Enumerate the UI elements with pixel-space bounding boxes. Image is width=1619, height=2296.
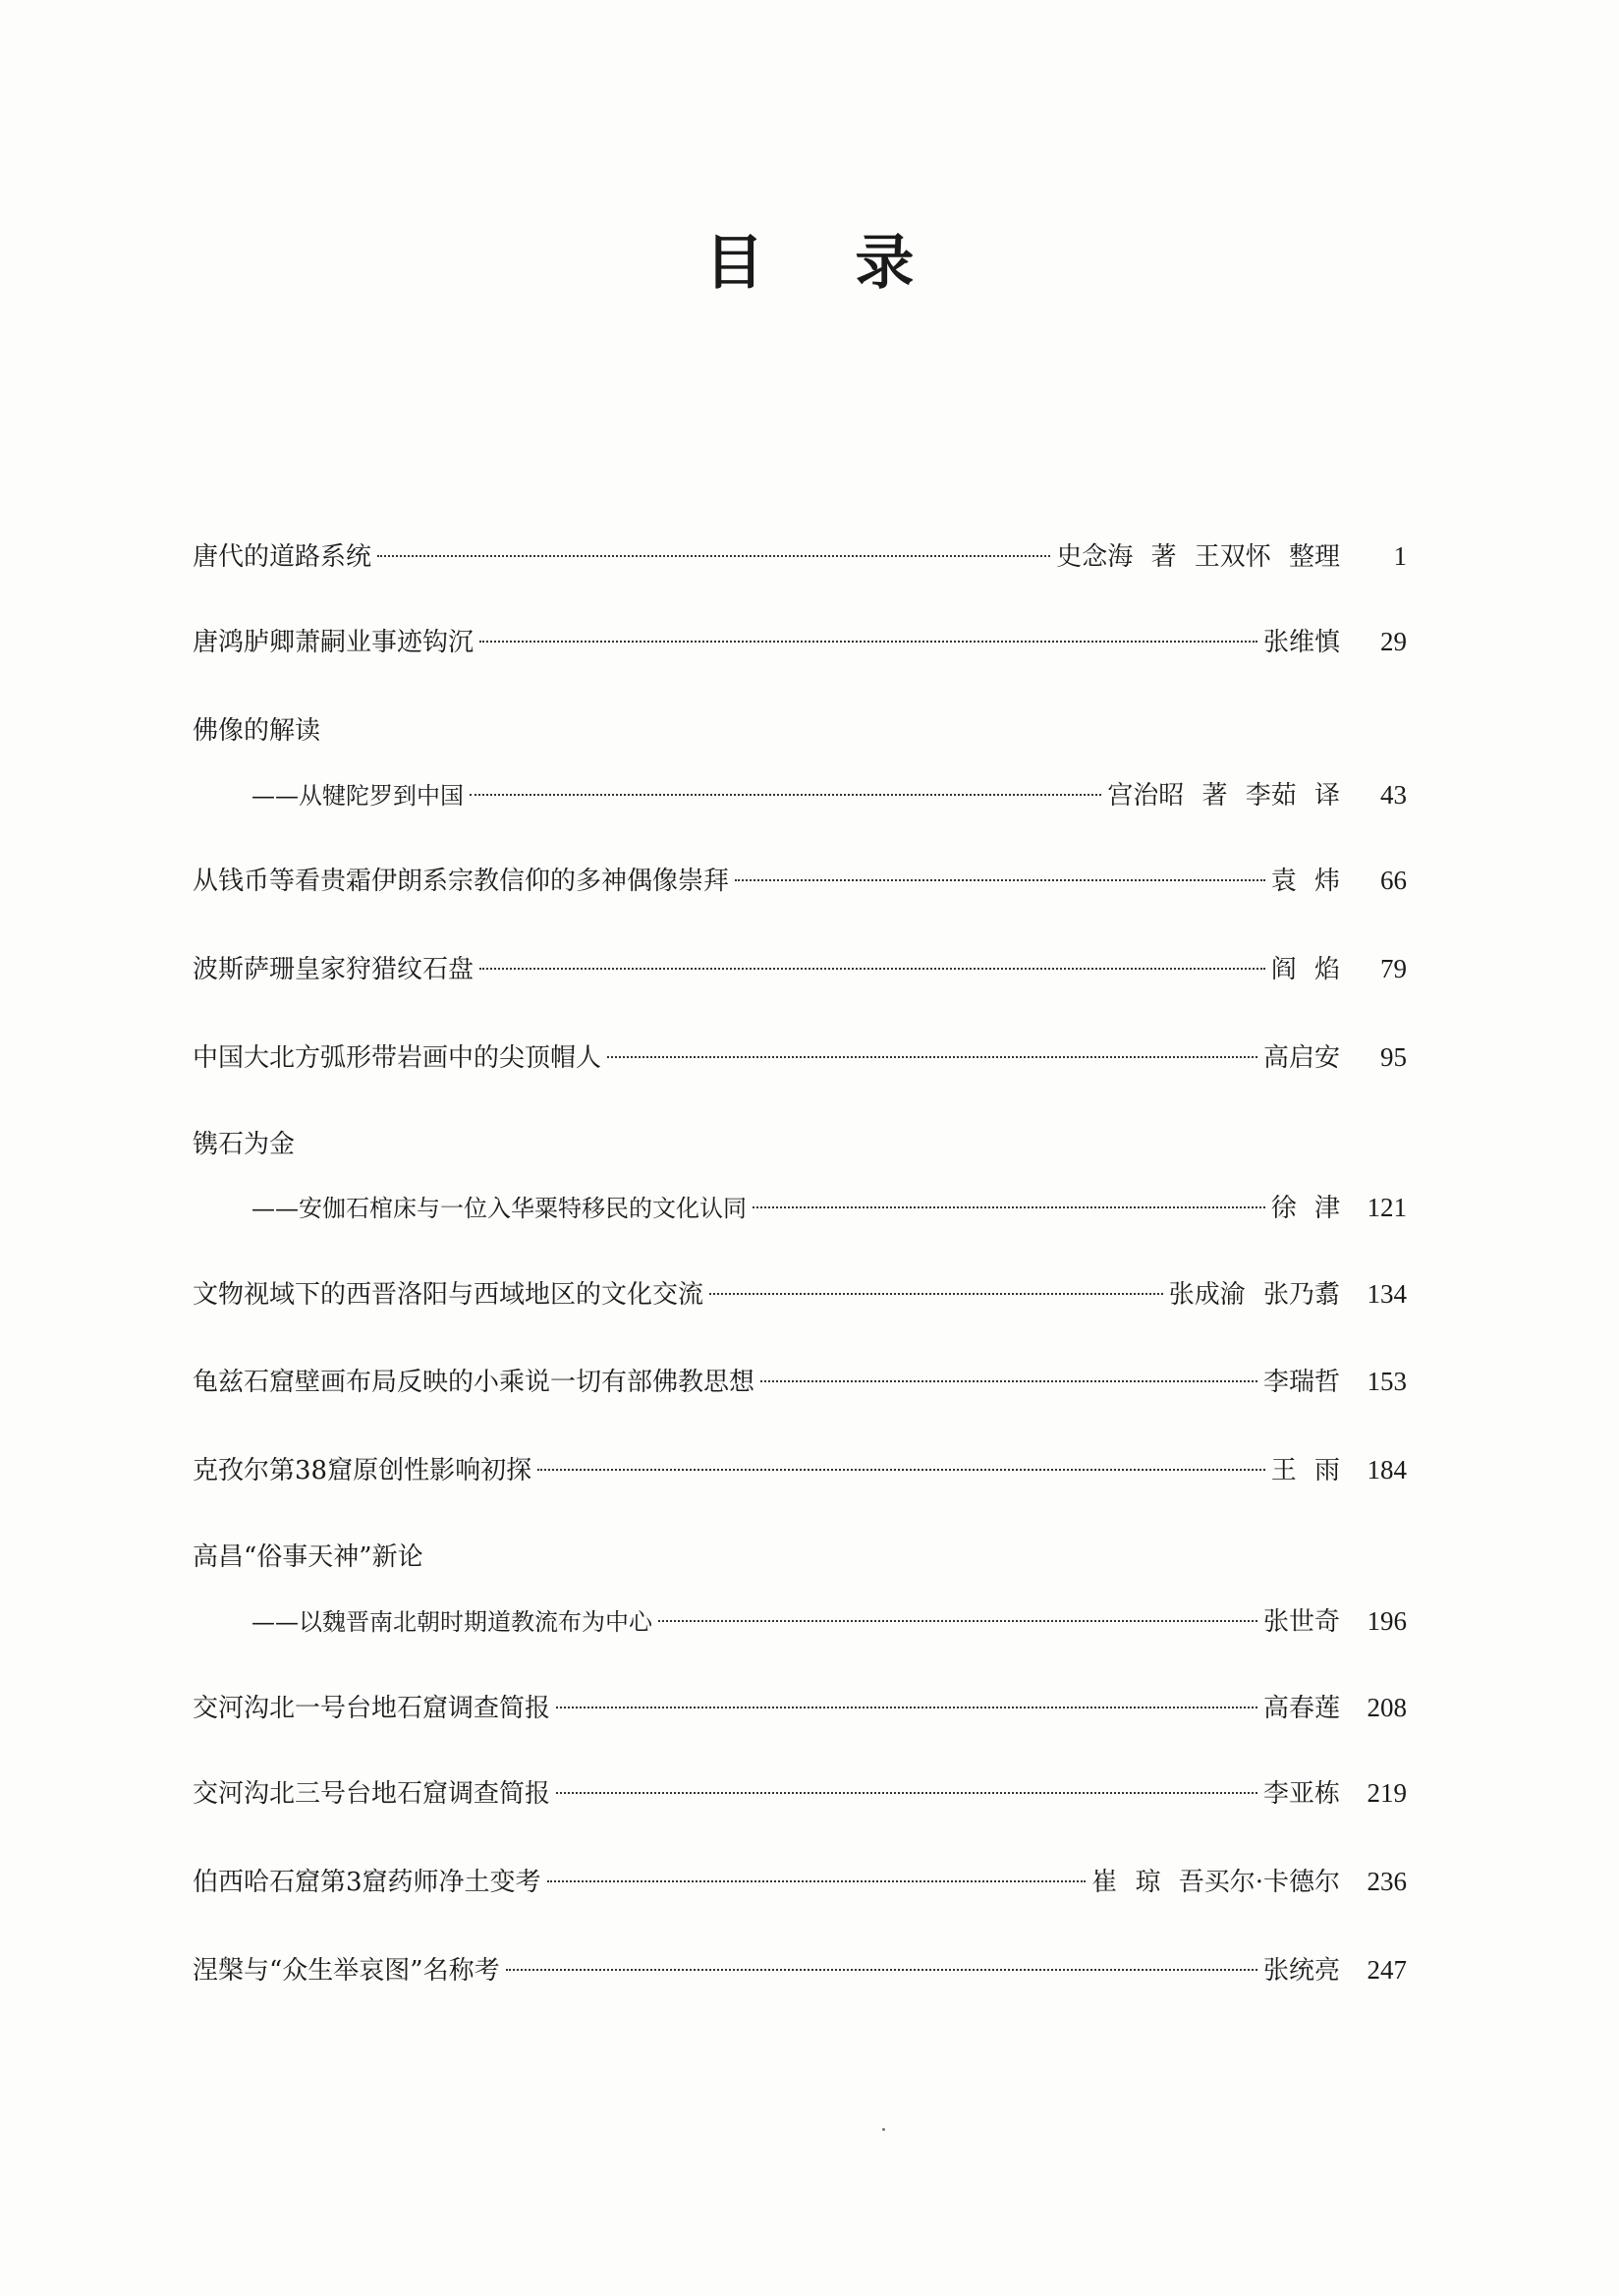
- entry-author: 李亚栋: [1262, 1779, 1340, 1809]
- toc-entry: [193, 773, 1407, 816]
- entry-title: 交河沟北一号台地石窟调查简报: [193, 1694, 551, 1723]
- dot-leader: [479, 641, 1257, 643]
- entry-author: 高春莲: [1262, 1694, 1340, 1723]
- toc-entry: [193, 1448, 1407, 1491]
- dot-leader: [556, 1792, 1257, 1794]
- page-title: 目 录: [704, 229, 950, 298]
- dot-leader: [735, 879, 1265, 881]
- entry-author: 张世奇: [1262, 1607, 1340, 1637]
- entry-subtitle: ——安伽石棺床与一位入华粟特移民的文化认同: [251, 1195, 747, 1222]
- dot-leader: [760, 1380, 1257, 1382]
- entry-page-number: 43: [1380, 780, 1407, 810]
- entry-title: 波斯萨珊皇家狩猎纹石盘: [193, 955, 475, 984]
- toc-entry: [193, 620, 1407, 663]
- entry-author: 宫治昭 著 李茹 译: [1107, 781, 1340, 811]
- entry-page-number: 79: [1380, 954, 1407, 983]
- dot-leader: [607, 1056, 1257, 1058]
- entry-author: 张维慎: [1262, 628, 1340, 657]
- dot-leader: [537, 1469, 1265, 1471]
- dot-leader: [479, 968, 1265, 970]
- entry-page-number: 95: [1380, 1042, 1407, 1072]
- entry-author: 高启安: [1262, 1043, 1340, 1073]
- toc-entry: [193, 947, 1407, 990]
- entry-author: 史念海 著 王双怀 整理: [1056, 542, 1340, 572]
- entry-page-number: 236: [1367, 1867, 1407, 1896]
- toc-entry: [193, 1036, 1407, 1079]
- entry-title: 从钱币等看贵霜伊朗系宗教信仰的多神偶像崇拜: [193, 867, 730, 896]
- entry-author: 袁 炜: [1270, 867, 1340, 896]
- dot-leader: [547, 1880, 1087, 1882]
- entry-page-number: 196: [1367, 1606, 1407, 1636]
- entry-title: 伯西哈石窟第3窟药师净土变考: [193, 1868, 541, 1897]
- entry-title: 文物视域下的西晋洛阳与西域地区的文化交流: [193, 1280, 704, 1310]
- entry-author: 王 雨: [1270, 1456, 1340, 1485]
- entry-title: 中国大北方弧形带岩画中的尖顶帽人: [193, 1043, 602, 1073]
- entry-author: 张成渝 张乃翥: [1168, 1280, 1340, 1310]
- entry-page-number: 29: [1380, 627, 1407, 656]
- entry-page-number: 134: [1367, 1279, 1407, 1309]
- entry-title: 克孜尔第38窟原创性影响初探: [193, 1456, 532, 1485]
- entry-heading: 镌石为金: [193, 1130, 296, 1159]
- entry-page-number: 121: [1367, 1193, 1407, 1222]
- toc-entry: [193, 1948, 1407, 1991]
- dot-leader: [709, 1293, 1163, 1295]
- entry-title: 唐代的道路系统: [193, 542, 372, 572]
- entry-author: 阎 焰: [1270, 955, 1340, 984]
- toc-entry: [193, 1686, 1407, 1729]
- entry-page-number: 184: [1367, 1455, 1407, 1484]
- toc-entry: [193, 1186, 1407, 1229]
- toc-entry: [193, 1360, 1407, 1403]
- entry-page-number: 247: [1367, 1955, 1407, 1985]
- toc-entry: [193, 859, 1407, 902]
- entry-title: 涅槃与“众生举哀图”名称考: [193, 1956, 500, 1986]
- dot-leader: [753, 1206, 1265, 1208]
- toc-entry: [193, 1272, 1407, 1316]
- entry-page-number: 208: [1367, 1693, 1407, 1722]
- dot-leader: [556, 1707, 1257, 1708]
- toc-entry: [193, 1771, 1407, 1815]
- entry-title: 龟兹石窟壁画布局反映的小乘说一切有部佛教思想: [193, 1368, 755, 1397]
- entry-subtitle: ——从犍陀罗到中国: [251, 782, 464, 810]
- entry-heading: 高昌“俗事天神”新论: [193, 1542, 423, 1572]
- entry-page-number: 66: [1380, 866, 1407, 895]
- entry-author: 徐 津: [1270, 1194, 1340, 1223]
- entry-author: 李瑞哲: [1262, 1368, 1340, 1397]
- toc-entry: [193, 1860, 1407, 1903]
- entry-heading: 佛像的解读: [193, 716, 321, 746]
- entry-page-number: 153: [1367, 1367, 1407, 1396]
- dot-leader: [470, 794, 1101, 796]
- entry-author: 张统亮: [1262, 1956, 1340, 1986]
- entry-author: 崔 琼 吾买尔·卡德尔: [1091, 1868, 1340, 1897]
- entry-title: 交河沟北三号台地石窟调查简报: [193, 1779, 551, 1809]
- toc-entry: [193, 1599, 1407, 1643]
- dot-leader: [377, 555, 1050, 557]
- dot-leader: [658, 1620, 1257, 1622]
- entry-title: 唐鸿胪卿萧嗣业事迹钩沉: [193, 628, 475, 657]
- dot-leader: [506, 1969, 1257, 1971]
- print-speck: [882, 2128, 885, 2131]
- entry-page-number: 219: [1367, 1778, 1407, 1808]
- entry-page-number: 1: [1393, 541, 1407, 571]
- toc-entry: [193, 534, 1407, 578]
- entry-subtitle: ——以魏晋南北朝时期道教流布为中心: [251, 1608, 652, 1636]
